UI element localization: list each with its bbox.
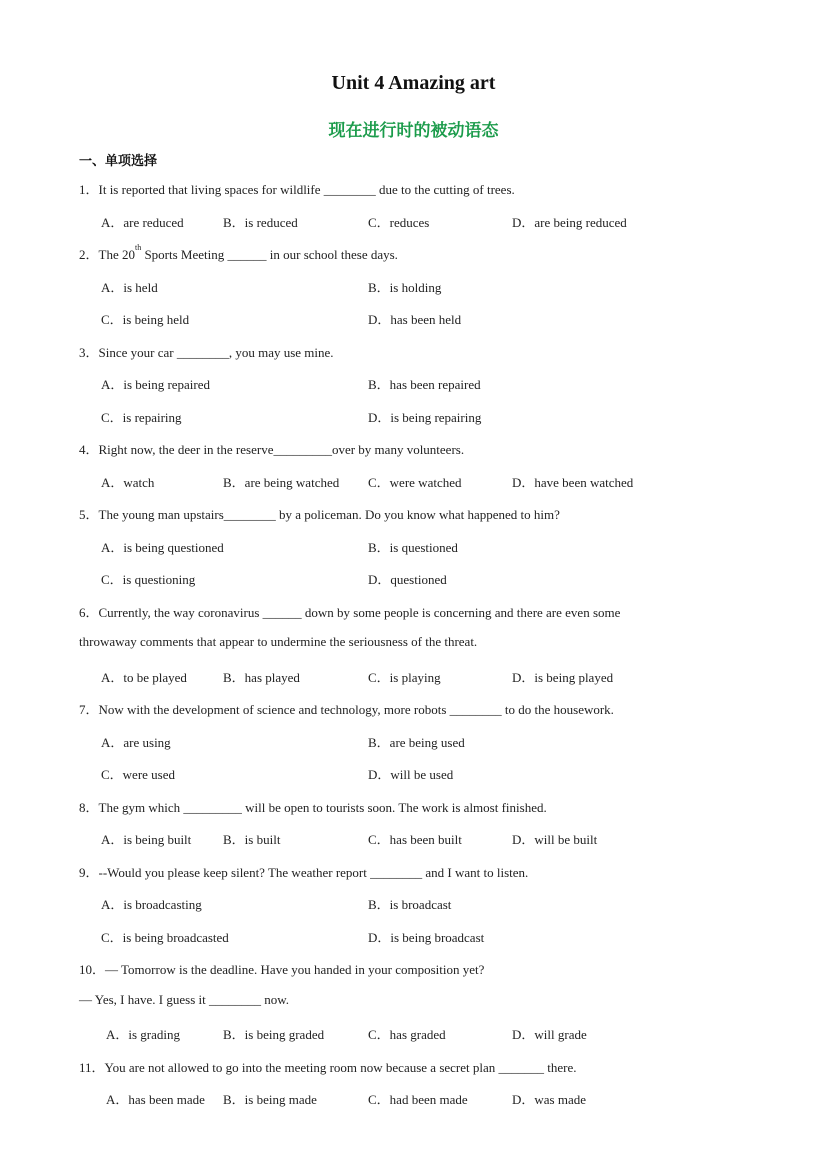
q10-option-a: A．is grading (106, 1027, 181, 1042)
q5-option-a: A．is being questioned (101, 540, 224, 555)
question-2 (79, 244, 398, 263)
q1-option-a: A．are reduced (101, 215, 184, 230)
question-9: 9．--Would you please keep silent? The weather report ________ and I want to listen. (79, 865, 529, 880)
q2-option-b: B．is holding (368, 280, 442, 295)
q11-option-c: C．had been made (368, 1092, 468, 1107)
question-11: 11．You are not allowed to go into the meeting room now because a secret plan _______ there. (79, 1060, 577, 1075)
question-6: 6．Currently, the way coronavirus ______ down by some people is concerning and there are even some (79, 605, 621, 620)
q8-option-b: B．is built (223, 832, 281, 847)
q8-option-d: D．will be built (512, 832, 598, 847)
q10-option-d: D．will grade (512, 1027, 587, 1042)
question-10: 10．— Tomorrow is the deadline. Have you handed in your composition yet? (79, 962, 485, 977)
q9-option-c: C．is being broadcasted (101, 930, 229, 945)
question-8: 8．The gym which _________ will be open to tourists soon. The work is almost finished. (79, 800, 547, 815)
question-10-continued: — Yes, I have. I guess it ________ now. (79, 992, 290, 1007)
q10-option-b: B．is being graded (223, 1027, 325, 1042)
q9-option-b: B．is broadcast (368, 897, 452, 912)
q5-option-d: D．questioned (368, 572, 447, 587)
q4-option-c: C．were watched (368, 475, 462, 490)
q3-option-c: C．is repairing (101, 410, 182, 425)
q1-option-d: D．are being reduced (512, 215, 627, 230)
q1-option-c: C．reduces (368, 215, 430, 230)
q5-option-c: C．is questioning (101, 572, 196, 587)
q2-text-start: 2．The 20 (79, 247, 135, 262)
q7-option-a: A．are using (101, 735, 171, 750)
q10-option-c: C．has graded (368, 1027, 446, 1042)
q9-option-d: D．is being broadcast (368, 930, 485, 945)
q11-option-a: A．has been made (106, 1092, 205, 1107)
q6-option-b: B．has played (223, 670, 300, 685)
q6-option-c: C．is playing (368, 670, 441, 685)
question-1: 1．It is reported that living spaces for wildlife ________ due to the cutting of trees. (79, 182, 515, 197)
q3-option-d: D．is being repairing (368, 410, 482, 425)
q5-option-b: B．is questioned (368, 540, 458, 555)
q6-option-d: D．is being played (512, 670, 614, 685)
q2-text-end: Sports Meeting ______ in our school these days. (141, 247, 398, 262)
question-6-continued: throwaway comments that appear to undermine the seriousness of the threat. (79, 634, 478, 649)
page-title: Unit 4 Amazing art (331, 72, 496, 94)
q1-option-b: B．is reduced (223, 215, 298, 230)
q2-option-c: C．is being held (101, 312, 190, 327)
q4-option-b: B．are being watched (223, 475, 340, 490)
section-heading: 一、单项选择 (79, 154, 158, 169)
q8-option-c: C．has been built (368, 832, 462, 847)
q7-option-b: B．are being used (368, 735, 465, 750)
q7-option-c: C．were used (101, 767, 176, 782)
question-3: 3．Since your car ________, you may use mine. (79, 345, 334, 360)
q7-option-d: D．will be used (368, 767, 454, 782)
q2-superscript: th (134, 243, 142, 252)
q8-option-a: A．is being built (101, 832, 192, 847)
question-5: 5．The young man upstairs________ by a policeman. Do you know what happened to him? (79, 507, 560, 522)
q2-option-d: D．has been held (368, 312, 462, 327)
q3-option-b: B．has been repaired (368, 377, 481, 392)
q4-option-a: A．watch (101, 475, 155, 490)
question-4: 4．Right now, the deer in the reserve_________over by many volunteers. (79, 442, 465, 457)
question-7: 7．Now with the development of science and technology, more robots ________ to do the housework. (79, 702, 614, 717)
q9-option-a: A．is broadcasting (101, 897, 202, 912)
q2-option-a: A．is held (101, 280, 158, 295)
q4-option-d: D．have been watched (512, 475, 634, 490)
q11-option-d: D．was made (512, 1092, 587, 1107)
q3-option-a: A．is being repaired (101, 377, 211, 392)
q11-option-b: B．is being made (223, 1092, 317, 1107)
page-subtitle: 现在进行时的被动语态 (328, 121, 499, 141)
q6-option-a: A．to be played (101, 670, 187, 685)
